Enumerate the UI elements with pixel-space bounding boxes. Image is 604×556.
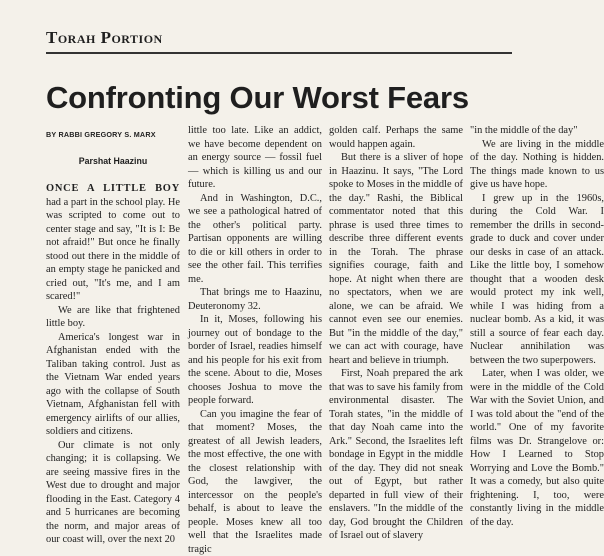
section-rule — [46, 52, 512, 54]
paragraph: We are like that frightened little boy. — [46, 304, 180, 331]
paragraph: And in Washington, D.C., we see a pathological hatred of the other's political party. Partisan opponents are willing to die or kill others in order to see the other fail. This terrifies me. — [188, 192, 322, 287]
section-heading: Torah Portion — [46, 28, 163, 48]
paragraph: Later, when I was older, we were in the middle of the Cold War with the Soviet Union, and I was told about the "end of the world." One of my favorite films was Dr. Strangelove or: How I Learned to Stop Worrying and Love the Bomb." It was a comedy, but also quite frightening. I, too, were constantly living in the middle of the day. — [470, 367, 604, 529]
article-column-2 — [188, 124, 322, 556]
paragraph: little too late. Like an addict, we have become dependent on an energy source — fossil fuel — which is killing us and our future. — [188, 124, 322, 192]
paragraph-text: had a part in the school play. He was scripted to come out to center stage and say, "It is I: Be not afraid!" But once he finally stood out there in the middle of an empty stage he panicked and cried out, "It's me, and I am scared!" — [46, 197, 180, 303]
paragraph: In it, Moses, following his journey out of bondage to the border of Israel, readies himself and his people for his exit from the scene. About to die, Moses chooses Joshua to move the people forward. — [188, 313, 322, 408]
paragraph: golden calf. Perhaps the same would happen again. — [329, 124, 463, 151]
article-column-4 — [470, 124, 604, 529]
lead-in: ONCE A LITTLE BOY — [46, 183, 180, 194]
paragraph: "in the middle of the day" — [470, 124, 604, 138]
paragraph: I grew up in the 1960s, during the Cold War. I remember the drills in second-grade to duck and cover under our desks in case of an attack. Like the little boy, I somehow thought that a wooden desk would protect my ink well, while I was hiding from a nuclear bomb. As a kid, it was still a source of fear each day. Nuclear annihilation was between the two superpowers. — [470, 192, 604, 368]
article-headline: Confronting Our Worst Fears — [46, 80, 516, 116]
paragraph: Our climate is not only changing; it is collapsing. We are seeing massive fires in the West due to drought and major flooding in the East. Category 4 and 5 hurricanes are becoming the norm, and major areas of our coast will, over the next 20 — [46, 439, 180, 547]
paragraph: First, Noah prepared the ark that was to save his family from environmental disaster. The Torah states, "in the middle of that day Noah came into the Ark." Second, the Israelites left bondage in Egypt in the middle of the day. They did not sneak out of Egypt, but rather departed in full view of their enslavers. "In the middle of the day, God brought the Children of Israel out of slavery — [329, 367, 463, 543]
article-subhead: Parshat Haazinu — [46, 155, 180, 169]
paragraph — [46, 182, 180, 304]
paragraph: We are living in the middle of the day. Nothing is hidden. The things made known to us give us have hope. — [470, 138, 604, 192]
article-column-1 — [46, 124, 180, 547]
paragraph: But there is a sliver of hope in Haazinu. It says, "The Lord spoke to Moses in the middle of the day." Rashi, the Biblical commentator noted that this phrase is used three times to describe three different events in the Torah. The phrase signifies courage, faith and hope. At night when there are no spectators, when we are alone, we can be afraid. We cannot even see our enemies. But "in the middle of the day," we can act with courage, have heart and believe in triumph. — [329, 151, 463, 367]
paragraph: That brings me to Haazinu, Deuteronomy 32. — [188, 286, 322, 313]
article-column-3 — [329, 124, 463, 543]
byline: BY RABBI GREGORY S. MARX — [46, 128, 180, 142]
paragraph: Can you imagine the fear of that moment? Moses, the greatest of all Jewish leaders, the most effective, the one with the closest relationship with God, the lawgiver, the intercessor on the people's behalf, is about to leave the people. Moses knew all too well that the Israelites made tragic — [188, 408, 322, 556]
paragraph: America's longest war in Afghanistan ended with the Taliban taking control. Just as the Vietnam War ended years ago with the collapse of South Vietnam, Afghanistan fell with emergency airlifts of our allies, soldiers and citizens. — [46, 331, 180, 439]
